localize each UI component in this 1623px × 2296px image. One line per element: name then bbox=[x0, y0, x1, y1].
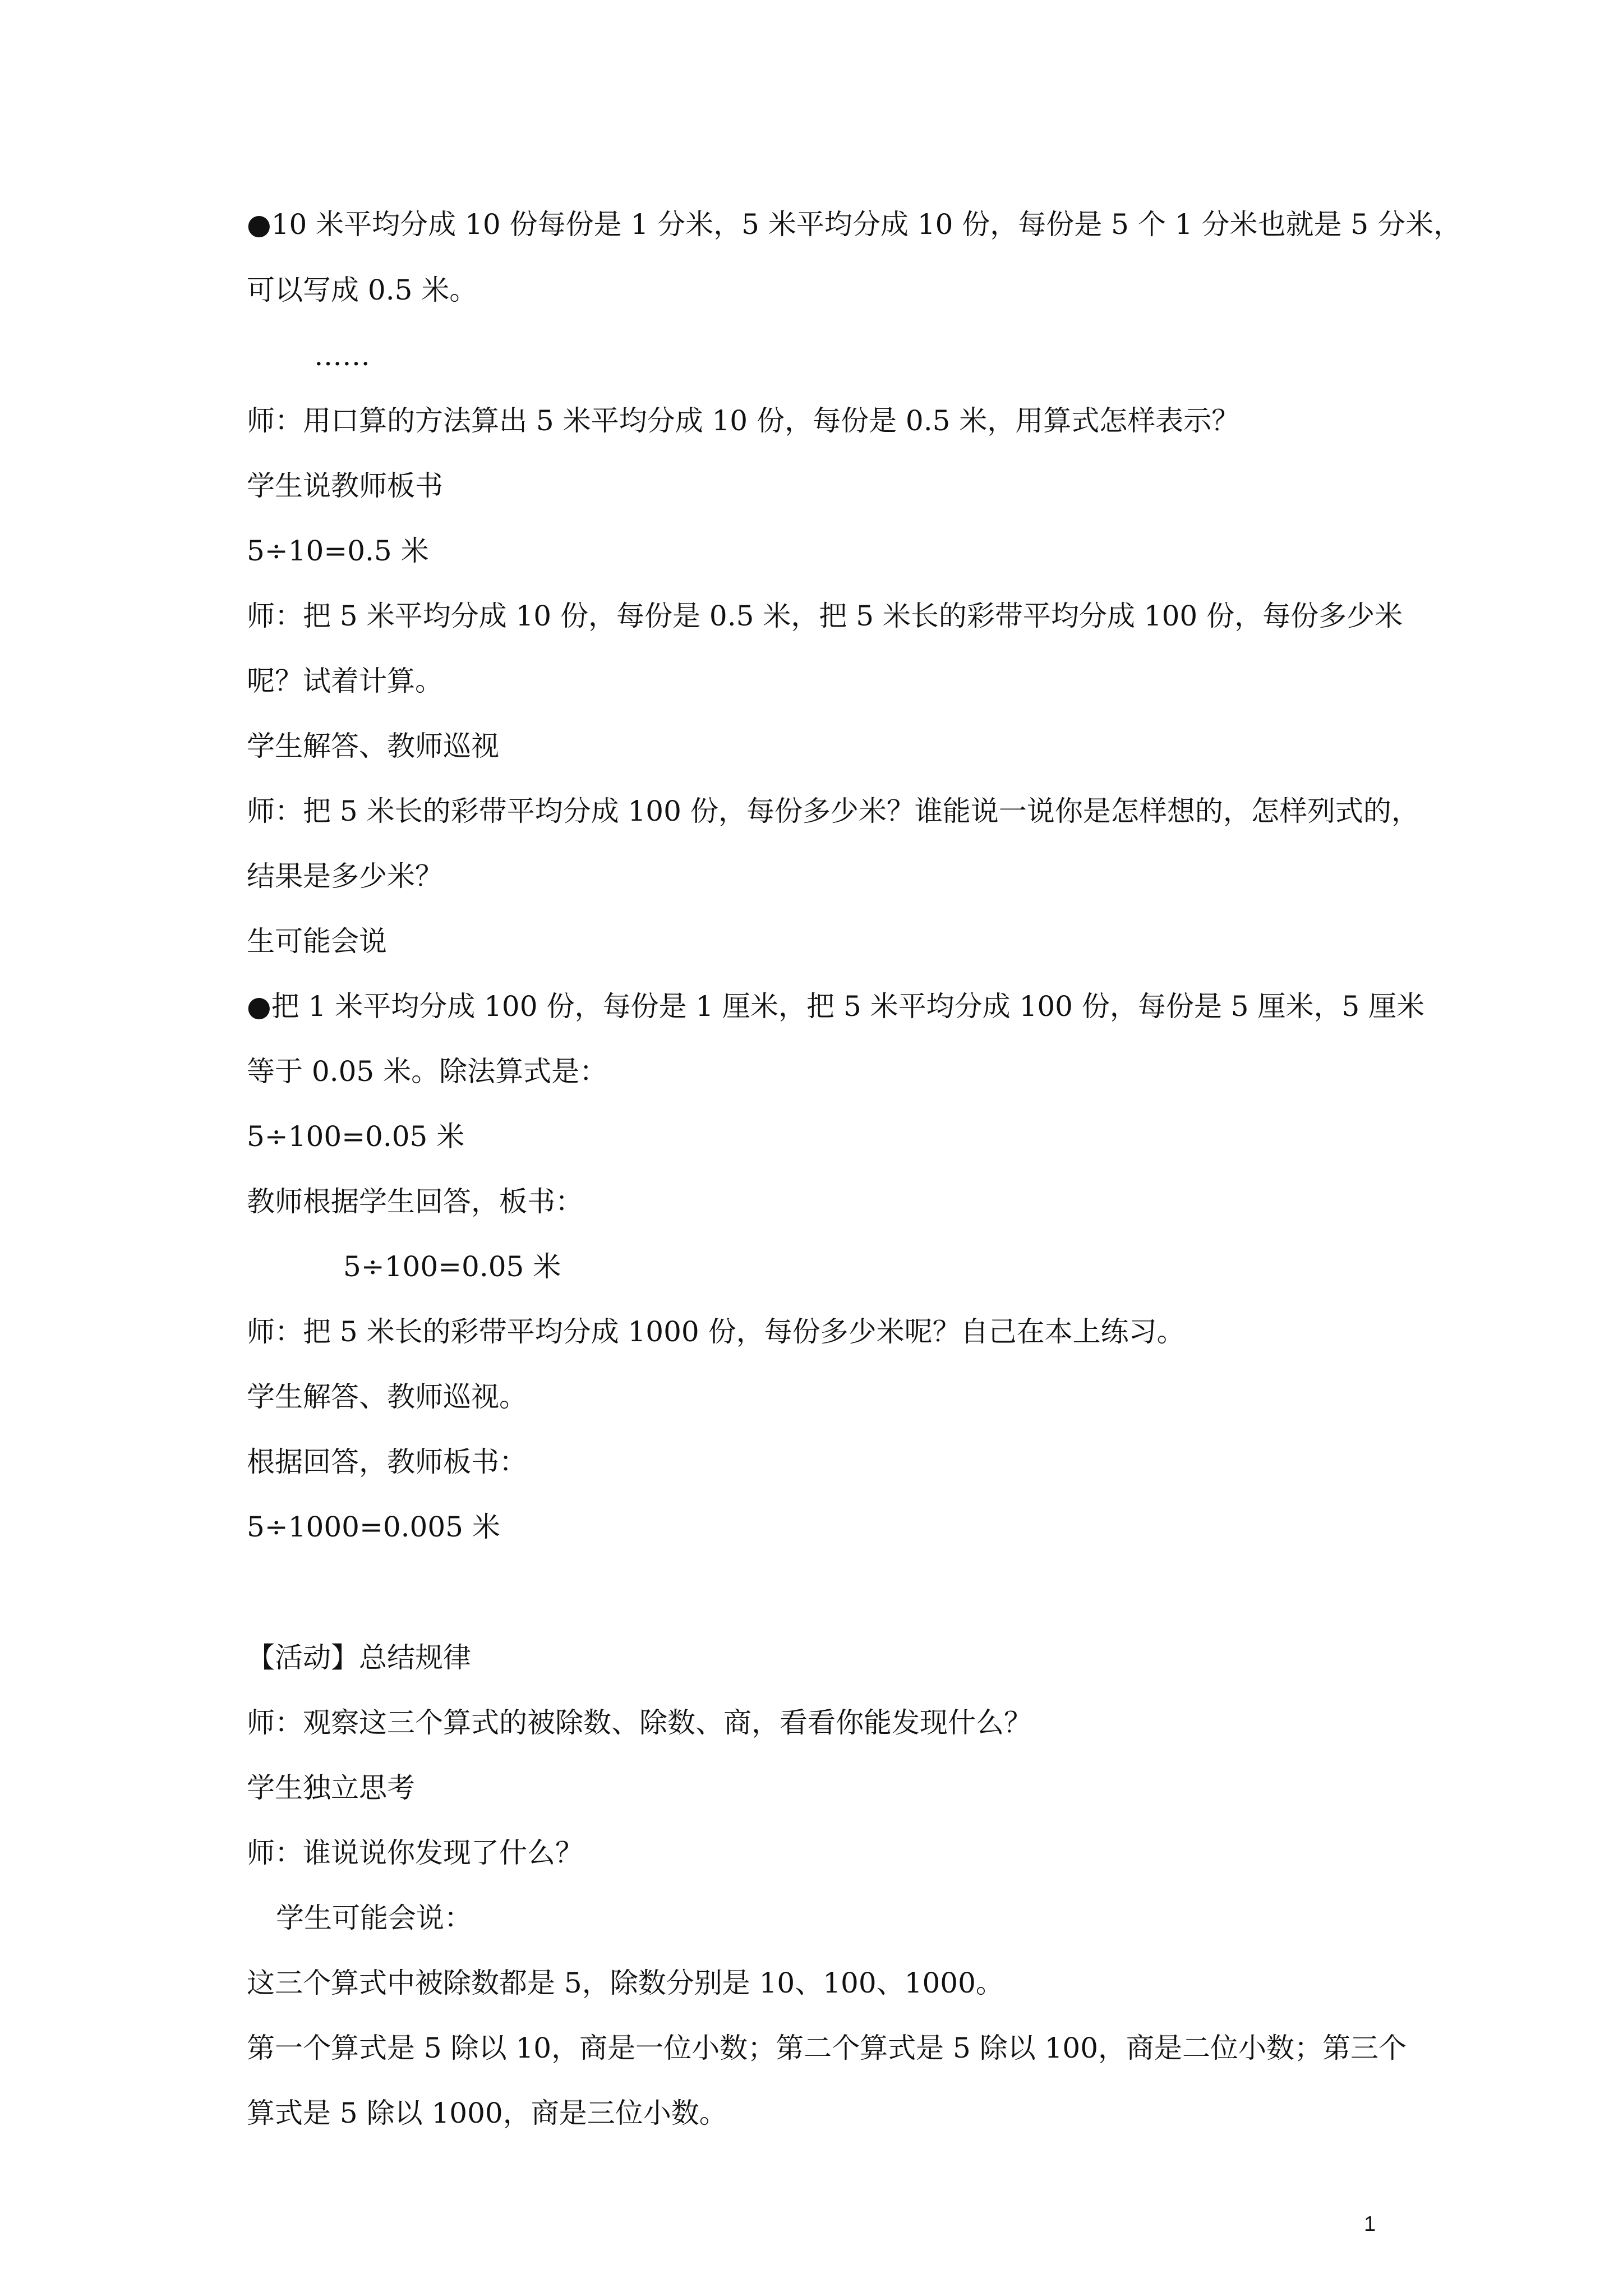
paragraph-line: 生可能会说 bbox=[247, 925, 387, 958]
paragraph-line: 可以写成 0.5 米。 bbox=[247, 274, 478, 306]
equation-line: 5÷100=0.05 米 bbox=[343, 1250, 561, 1283]
paragraph-line: 这三个算式中被除数都是 5，除数分别是 10、100、1000。 bbox=[247, 1967, 1004, 1999]
paragraph-line: 学生独立思考 bbox=[247, 1772, 415, 1804]
teacher-line: 师：把 5 米长的彩带平均分成 100 份，每份多少米？谁能说一说你是怎样想的，怎样列式的， bbox=[247, 795, 1419, 827]
activity-heading: 【活动】总结规律 bbox=[247, 1641, 471, 1674]
paragraph-line: 等于 0.05 米。除法算式是： bbox=[247, 1055, 608, 1088]
paragraph-line: 学生解答、教师巡视 bbox=[247, 730, 499, 762]
paragraph-line: 学生可能会说： bbox=[276, 1902, 472, 1934]
paragraph-line: 呢？试着计算。 bbox=[247, 665, 443, 697]
paragraph-line: 教师根据学生回答，板书： bbox=[247, 1185, 583, 1218]
paragraph-line: ●10 米平均分成 10 份每份是 1 分米，5 米平均分成 10 份，每份是 5 个 1 分米也就是 5 分米， bbox=[247, 208, 1462, 241]
page-number: 1 bbox=[1364, 2212, 1376, 2236]
paragraph-line: 算式是 5 除以 1000，商是三位小数。 bbox=[247, 2097, 727, 2129]
paragraph-line: ●把 1 米平均分成 100 份，每份是 1 厘米，把 5 米平均分成 100 份，每份是 5 厘米，5 厘米 bbox=[247, 990, 1425, 1023]
paragraph-line: 根据回答，教师板书： bbox=[247, 1446, 527, 1478]
teacher-line: 师：把 5 米长的彩带平均分成 1000 份，每份多少米呢？自己在本上练习。 bbox=[247, 1315, 1185, 1348]
teacher-line: 师：把 5 米平均分成 10 份，每份是 0.5 米，把 5 米长的彩带平均分成 100 份，每份多少米 bbox=[247, 600, 1403, 632]
equation-line: 5÷1000=0.005 米 bbox=[247, 1511, 500, 1543]
paragraph-line: 结果是多少米？ bbox=[247, 860, 443, 892]
ellipsis-line: …… bbox=[314, 339, 370, 372]
teacher-line: 师：观察这三个算式的被除数、除数、商，看看你能发现什么？ bbox=[247, 1706, 1032, 1739]
equation-line: 5÷100=0.05 米 bbox=[247, 1120, 465, 1153]
paragraph-line: 学生解答、教师巡视。 bbox=[247, 1381, 527, 1413]
teacher-line: 师：谁说说你发现了什么？ bbox=[247, 1837, 583, 1869]
paragraph-line: 学生说教师板书 bbox=[247, 470, 443, 502]
teacher-line: 师：用口算的方法算出 5 米平均分成 10 份，每份是 0.5 米，用算式怎样表示？ bbox=[247, 404, 1240, 437]
equation-line: 5÷10=0.5 米 bbox=[247, 535, 429, 567]
paragraph-line: 第一个算式是 5 除以 10，商是一位小数；第二个算式是 5 除以 100，商是二位小数；第三个 bbox=[247, 2032, 1407, 2064]
